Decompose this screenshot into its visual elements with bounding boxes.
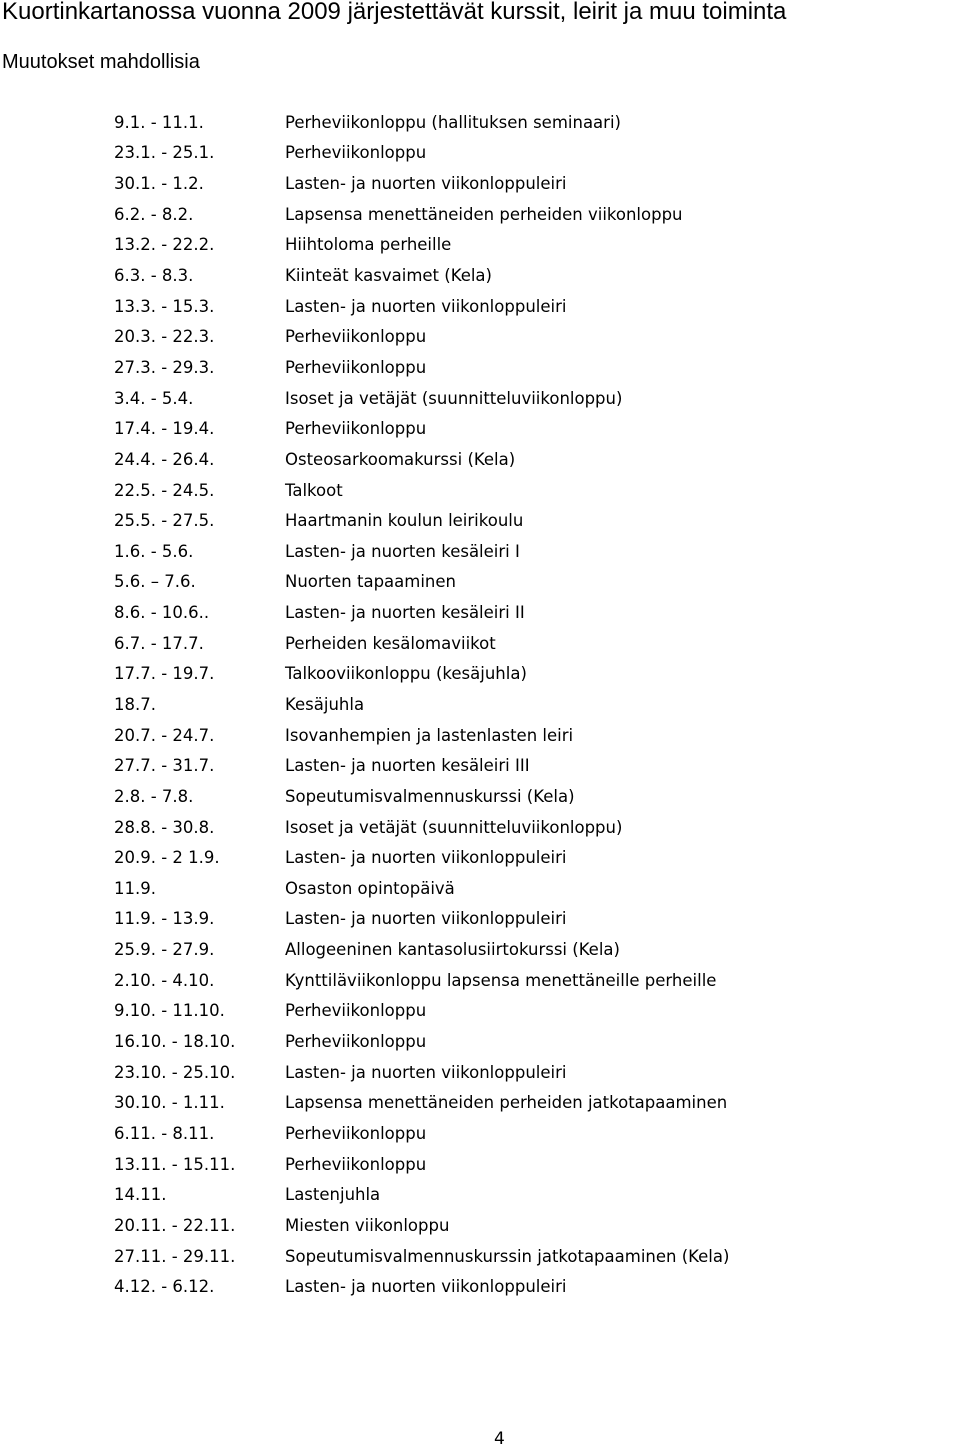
schedule-date: 13.11. - 15.11. bbox=[114, 1154, 236, 1174]
schedule-date: 25.5. - 27.5. bbox=[114, 511, 215, 531]
schedule-event: Sopeutumisvalmennuskurssin jatkotapaaminen (Kela) bbox=[285, 1246, 730, 1266]
schedule-event: Perheviikonloppu bbox=[285, 1001, 427, 1021]
schedule-row bbox=[114, 873, 729, 904]
schedule-event: Perheviikonloppu bbox=[285, 1154, 427, 1174]
schedule-event: Osteosarkoomakurssi (Kela) bbox=[285, 449, 516, 469]
schedule-date: 20.3. - 22.3. bbox=[114, 327, 215, 347]
schedule-event: Lasten- ja nuorten viikonloppuleiri bbox=[285, 296, 567, 316]
schedule-event: Lapsensa menettäneiden perheiden jatkotapaaminen bbox=[285, 1093, 728, 1113]
schedule-row bbox=[114, 475, 729, 506]
schedule-date: 23.1. - 25.1. bbox=[114, 143, 215, 163]
schedule-row bbox=[114, 628, 729, 659]
schedule-date: 6.3. - 8.3. bbox=[114, 266, 194, 286]
schedule-event: Miesten viikonloppu bbox=[285, 1215, 450, 1235]
schedule-date: 20.7. - 24.7. bbox=[114, 725, 215, 745]
schedule-event: Osaston opintopäivä bbox=[285, 878, 455, 898]
schedule-row bbox=[114, 1088, 729, 1119]
schedule-row bbox=[114, 750, 729, 781]
schedule-row bbox=[114, 781, 729, 812]
schedule-event: Perheviikonloppu bbox=[285, 327, 427, 347]
schedule-event: Lastenjuhla bbox=[285, 1185, 381, 1205]
schedule-row bbox=[114, 321, 729, 352]
schedule-event: Hiihtoloma perheille bbox=[285, 235, 452, 255]
schedule-row bbox=[114, 291, 729, 322]
schedule-row bbox=[114, 659, 729, 690]
schedule-row bbox=[114, 1179, 729, 1210]
schedule-row bbox=[114, 812, 729, 843]
schedule-row bbox=[114, 904, 729, 935]
schedule-date: 20.11. - 22.11. bbox=[114, 1215, 236, 1235]
schedule-row bbox=[114, 352, 729, 383]
schedule-date: 20.9. - 2 1.9. bbox=[114, 848, 220, 868]
schedule-row bbox=[114, 413, 729, 444]
schedule-event: Perheviikonloppu (hallituksen seminaari) bbox=[285, 112, 621, 132]
schedule-row bbox=[114, 1271, 729, 1302]
schedule-date: 27.3. - 29.3. bbox=[114, 357, 215, 377]
schedule-date: 11.9. - 13.9. bbox=[114, 909, 215, 929]
schedule-row bbox=[114, 107, 729, 138]
schedule-event: Lasten- ja nuorten kesäleiri II bbox=[285, 603, 525, 623]
schedule-event: Lasten- ja nuorten viikonloppuleiri bbox=[285, 1062, 567, 1082]
schedule-event: Perheviikonloppu bbox=[285, 143, 427, 163]
schedule-event: Isoset ja vetäjät (suunnitteluviikonloppu) bbox=[285, 817, 623, 837]
schedule-event: Isoset ja vetäjät (suunnitteluviikonloppu) bbox=[285, 388, 623, 408]
schedule-event: Kiinteät kasvaimet (Kela) bbox=[285, 266, 492, 286]
page-subtitle: Muutokset mahdollisia bbox=[2, 51, 200, 73]
schedule-event: Haartmanin koulun leirikoulu bbox=[285, 511, 524, 531]
schedule-row bbox=[114, 597, 729, 628]
schedule-event: Kesäjuhla bbox=[285, 694, 365, 714]
schedule-row bbox=[114, 536, 729, 567]
schedule-event: Perheviikonloppu bbox=[285, 357, 427, 377]
schedule-date: 27.7. - 31.7. bbox=[114, 756, 215, 776]
schedule-event: Lasten- ja nuorten kesäleiri I bbox=[285, 541, 520, 561]
schedule-row bbox=[114, 444, 729, 475]
schedule-event: Talkooviikonloppu (kesäjuhla) bbox=[285, 664, 527, 684]
schedule-date: 13.2. - 22.2. bbox=[114, 235, 215, 255]
schedule-row bbox=[114, 720, 729, 751]
schedule-event: Sopeutumisvalmennuskurssi (Kela) bbox=[285, 786, 575, 806]
schedule-date: 28.8. - 30.8. bbox=[114, 817, 215, 837]
schedule-row bbox=[114, 199, 729, 230]
schedule-date: 17.4. - 19.4. bbox=[114, 419, 215, 439]
schedule-row bbox=[114, 505, 729, 536]
schedule-date: 3.4. - 5.4. bbox=[114, 388, 194, 408]
schedule-date: 9.10. - 11.10. bbox=[114, 1001, 225, 1021]
schedule-date: 17.7. - 19.7. bbox=[114, 664, 215, 684]
schedule-date: 16.10. - 18.10. bbox=[114, 1032, 236, 1052]
schedule-event: Isovanhempien ja lastenlasten leiri bbox=[285, 725, 574, 745]
schedule-date: 11.9. bbox=[114, 878, 156, 898]
schedule-row bbox=[114, 965, 729, 996]
schedule-row bbox=[114, 1057, 729, 1088]
schedule-row bbox=[114, 842, 729, 873]
schedule-date: 18.7. bbox=[114, 694, 156, 714]
schedule-date: 1.6. - 5.6. bbox=[114, 541, 194, 561]
schedule-row bbox=[114, 1026, 729, 1057]
schedule-event: Perheviikonloppu bbox=[285, 1123, 427, 1143]
schedule-row bbox=[114, 230, 729, 261]
schedule-date: 30.10. - 1.11. bbox=[114, 1093, 225, 1113]
schedule-row bbox=[114, 1241, 729, 1272]
schedule-list bbox=[114, 107, 729, 1302]
schedule-row bbox=[114, 383, 729, 414]
schedule-date: 9.1. - 11.1. bbox=[114, 112, 204, 132]
schedule-date: 6.11. - 8.11. bbox=[114, 1123, 215, 1143]
schedule-event: Lasten- ja nuorten viikonloppuleiri bbox=[285, 1277, 567, 1297]
schedule-event: Lasten- ja nuorten viikonloppuleiri bbox=[285, 909, 567, 929]
schedule-date: 2.10. - 4.10. bbox=[114, 970, 215, 990]
schedule-row bbox=[114, 1118, 729, 1149]
schedule-row bbox=[114, 996, 729, 1027]
schedule-date: 14.11. bbox=[114, 1185, 167, 1205]
page-title: Kuortinkartanossa vuonna 2009 järjestettävät kurssit, leirit ja muu toiminta bbox=[2, 0, 787, 25]
schedule-date: 5.6. – 7.6. bbox=[114, 572, 196, 592]
schedule-row bbox=[114, 1149, 729, 1180]
schedule-row bbox=[114, 168, 729, 199]
schedule-row bbox=[114, 689, 729, 720]
schedule-date: 13.3. - 15.3. bbox=[114, 296, 215, 316]
schedule-date: 24.4. - 26.4. bbox=[114, 449, 215, 469]
schedule-date: 22.5. - 24.5. bbox=[114, 480, 215, 500]
page-number: 4 bbox=[494, 1429, 505, 1449]
schedule-date: 27.11. - 29.11. bbox=[114, 1246, 236, 1266]
schedule-event: Allogeeninen kantasolusiirtokurssi (Kela) bbox=[285, 940, 620, 960]
schedule-date: 6.2. - 8.2. bbox=[114, 204, 194, 224]
schedule-event: Perheiden kesälomaviikot bbox=[285, 633, 496, 653]
schedule-row bbox=[114, 934, 729, 965]
schedule-date: 8.6. - 10.6.. bbox=[114, 603, 210, 623]
schedule-date: 30.1. - 1.2. bbox=[114, 174, 204, 194]
schedule-date: 2.8. - 7.8. bbox=[114, 786, 194, 806]
schedule-event: Lasten- ja nuorten viikonloppuleiri bbox=[285, 848, 567, 868]
schedule-event: Perheviikonloppu bbox=[285, 1032, 427, 1052]
schedule-event: Nuorten tapaaminen bbox=[285, 572, 457, 592]
schedule-date: 25.9. - 27.9. bbox=[114, 940, 215, 960]
schedule-event: Lapsensa menettäneiden perheiden viikonloppu bbox=[285, 204, 683, 224]
schedule-event: Kynttiläviikonloppu lapsensa menettäneille perheille bbox=[285, 970, 717, 990]
schedule-row bbox=[114, 260, 729, 291]
schedule-row bbox=[114, 567, 729, 598]
schedule-row bbox=[114, 138, 729, 169]
schedule-event: Lasten- ja nuorten viikonloppuleiri bbox=[285, 174, 567, 194]
schedule-date: 23.10. - 25.10. bbox=[114, 1062, 236, 1082]
schedule-row bbox=[114, 1210, 729, 1241]
schedule-event: Lasten- ja nuorten kesäleiri III bbox=[285, 756, 530, 776]
schedule-event: Perheviikonloppu bbox=[285, 419, 427, 439]
schedule-event: Talkoot bbox=[285, 480, 343, 500]
schedule-date: 4.12. - 6.12. bbox=[114, 1277, 215, 1297]
schedule-date: 6.7. - 17.7. bbox=[114, 633, 204, 653]
